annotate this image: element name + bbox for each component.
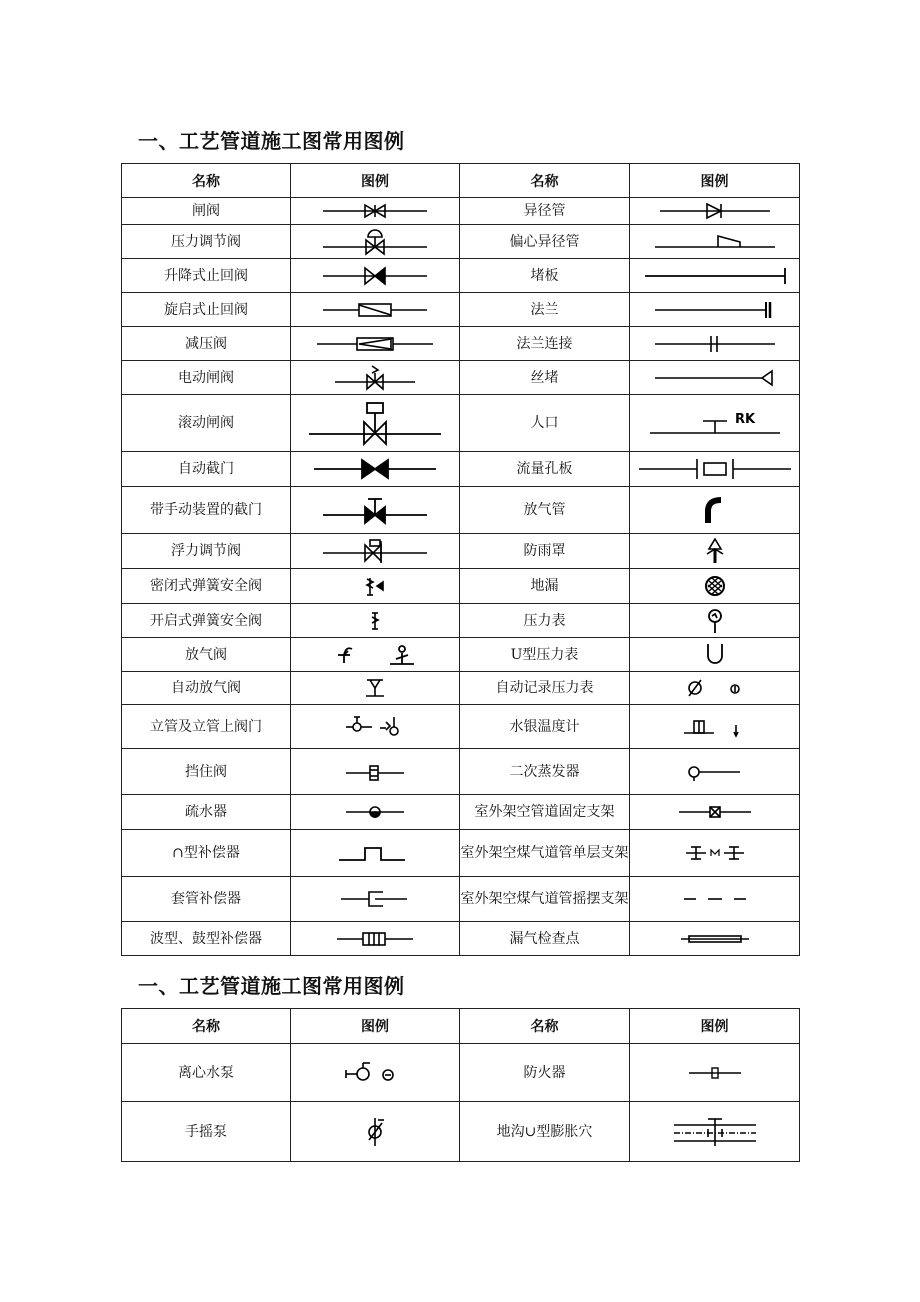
gate-valve-symbol [291, 198, 460, 225]
flange-connection-symbol [630, 327, 800, 361]
item-name-electric-gate-valve: 电动闸阀 [122, 361, 291, 395]
table-row [122, 225, 800, 259]
manhole-icon [645, 403, 785, 443]
lift-check-valve-symbol [291, 259, 460, 293]
table-row [122, 361, 800, 395]
table-row [122, 259, 800, 293]
item-name-automatic-stop-valve: 自动截门 [122, 452, 291, 487]
table-row [122, 452, 800, 487]
automatic-stop-valve-symbol [291, 452, 460, 487]
gas-swing-support-symbol [630, 877, 800, 922]
table-row [122, 922, 800, 956]
section-title-2: 一、工艺管道施工图常用图例 [138, 974, 405, 998]
item-name-flame-arrester: 防火器 [460, 1044, 630, 1102]
eccentric-reducer-symbol [630, 225, 800, 259]
header-name: 名称 [122, 164, 291, 198]
float-regulating-valve-icon [315, 537, 435, 565]
table-row [122, 569, 800, 604]
sleeve-compensator-icon [335, 886, 415, 912]
vent-pipe-symbol [630, 487, 800, 534]
item-name-flange: 法兰 [460, 293, 630, 327]
item-name-open-spring-safety-valve: 开启式弹簧安全阀 [122, 604, 291, 638]
item-name-vent-valve: 放气阀 [122, 638, 291, 672]
item-name-swing-check-valve: 旋启式止回阀 [122, 293, 291, 327]
item-name-blind-plate: 堵板 [460, 259, 630, 293]
item-name-centrifugal-pump: 离心水泵 [122, 1044, 291, 1102]
vent-valve-icon [330, 641, 420, 669]
table-row [122, 604, 800, 638]
item-name-pressure-gauge: 压力表 [460, 604, 630, 638]
table-row [122, 487, 800, 534]
manual-stop-valve-symbol [291, 487, 460, 534]
header-name: 名称 [122, 1009, 291, 1044]
mercury-thermometer-icon [680, 713, 750, 741]
item-name-reducer: 异径管 [460, 198, 630, 225]
reducer-icon [655, 201, 775, 221]
u-type-pressure-gauge-icon [703, 640, 727, 670]
table-row [122, 830, 800, 877]
bellows-compensator-symbol [291, 922, 460, 956]
floor-drain-icon [700, 571, 730, 601]
table-row [122, 327, 800, 361]
hand-pump-symbol [291, 1102, 460, 1162]
flame-arrester-symbol [630, 1044, 800, 1102]
omega-compensator-symbol [291, 830, 460, 877]
eccentric-reducer-icon [650, 227, 780, 257]
item-name-gate-valve: 闸阀 [122, 198, 291, 225]
legend-table-1 [121, 163, 800, 956]
lift-check-valve-icon [315, 264, 435, 288]
table-row [122, 534, 800, 569]
item-name-trench-u-expansion-pit: 地沟∪型膨胀穴 [460, 1102, 630, 1162]
open-spring-safety-valve-icon [365, 608, 385, 634]
recording-pressure-gauge-symbol [630, 672, 800, 705]
table-row [122, 672, 800, 705]
table-row [122, 705, 800, 749]
header-name: 名称 [460, 164, 630, 198]
table-header-row [122, 164, 800, 198]
item-name-closed-spring-safety-valve: 密闭式弹簧安全阀 [122, 569, 291, 604]
item-name-manual-stop-valve: 带手动装置的截门 [122, 487, 291, 534]
electric-gate-valve-symbol [291, 361, 460, 395]
gas-single-support-symbol [630, 830, 800, 877]
item-name-omega-compensator: ∩型补偿器 [122, 830, 291, 877]
section-title-1: 一、工艺管道施工图常用图例 [138, 129, 405, 153]
automatic-vent-valve-symbol [291, 672, 460, 705]
item-name-sleeve-compensator: 套管补偿器 [122, 877, 291, 922]
item-name-manhole: 人口 [460, 395, 630, 452]
item-name-outdoor-fixed-support: 室外架空管道固定支架 [460, 795, 630, 830]
header-name: 名称 [460, 1009, 630, 1044]
rain-cap-icon [700, 536, 730, 566]
riser-and-riser-valve-symbol [291, 705, 460, 749]
outdoor-fixed-support-symbol [630, 795, 800, 830]
table-header-row [122, 1009, 800, 1044]
leak-check-point-icon [675, 927, 755, 951]
omega-compensator-icon [335, 841, 415, 865]
centrifugal-pump-symbol [291, 1044, 460, 1102]
item-name-automatic-vent-valve: 自动放气阀 [122, 672, 291, 705]
swing-check-valve-symbol [291, 293, 460, 327]
manual-stop-valve-icon [315, 493, 435, 527]
flow-orifice-plate-symbol [630, 452, 800, 487]
pressure-regulating-valve-icon [315, 227, 435, 257]
stop-valve-symbol [291, 749, 460, 795]
roller-gate-valve-icon [305, 400, 445, 446]
automatic-vent-valve-icon [360, 675, 390, 701]
trench-u-expansion-pit-icon [670, 1115, 760, 1149]
table-row [122, 877, 800, 922]
sleeve-compensator-symbol [291, 877, 460, 922]
manhole-symbol [630, 395, 800, 452]
header-symbol: 图例 [630, 164, 800, 198]
item-name-bellows-compensator: 波型、鼓型补偿器 [122, 922, 291, 956]
item-name-gas-swing-support: 室外架空煤气道管摇摆支架 [460, 877, 630, 922]
gas-single-support-icon [680, 841, 750, 865]
item-name-recording-pressure-gauge: 自动记录压力表 [460, 672, 630, 705]
outdoor-fixed-support-icon [675, 800, 755, 824]
closed-spring-safety-valve-symbol [291, 569, 460, 604]
swing-check-valve-icon [315, 298, 435, 322]
item-name-gas-single-support: 室外架空煤气道管单层支架 [460, 830, 630, 877]
item-name-roller-gate-valve: 滚动闸阀 [122, 395, 291, 452]
header-symbol: 图例 [630, 1009, 800, 1044]
flame-arrester-icon [685, 1061, 745, 1085]
hand-pump-icon [360, 1115, 390, 1149]
item-name-flange-connection: 法兰连接 [460, 327, 630, 361]
table-row [122, 293, 800, 327]
item-name-pressure-regulating-valve: 压力调节阀 [122, 225, 291, 259]
item-name-leak-check-point: 漏气检查点 [460, 922, 630, 956]
gate-valve-icon [315, 201, 435, 221]
item-name-plug: 丝堵 [460, 361, 630, 395]
plug-symbol [630, 361, 800, 395]
trench-u-expansion-pit-symbol [630, 1102, 800, 1162]
closed-spring-safety-valve-icon [360, 573, 390, 599]
item-name-stop-valve: 挡住阀 [122, 749, 291, 795]
stop-valve-icon [340, 759, 410, 785]
item-name-lift-check-valve: 升降式止回阀 [122, 259, 291, 293]
blind-plate-symbol [630, 259, 800, 293]
steam-trap-symbol [291, 795, 460, 830]
float-regulating-valve-symbol [291, 534, 460, 569]
item-name-mercury-thermometer: 水银温度计 [460, 705, 630, 749]
centrifugal-pump-icon [340, 1059, 410, 1087]
flange-symbol [630, 293, 800, 327]
item-name-eccentric-reducer: 偏心异径管 [460, 225, 630, 259]
flow-orifice-plate-icon [635, 456, 795, 482]
roller-gate-valve-symbol [291, 395, 460, 452]
table-row [122, 1102, 800, 1162]
secondary-evaporator-icon [680, 759, 750, 785]
rain-cap-symbol [630, 534, 800, 569]
vent-valve-symbol [291, 638, 460, 672]
recording-pressure-gauge-icon [680, 675, 750, 701]
pressure-reducing-valve-icon [313, 332, 437, 356]
item-name-pressure-reducing-valve: 减压阀 [122, 327, 291, 361]
mercury-thermometer-symbol [630, 705, 800, 749]
item-name-rain-cap: 防雨罩 [460, 534, 630, 569]
item-name-vent-pipe: 放气管 [460, 487, 630, 534]
item-name-floor-drain: 地漏 [460, 569, 630, 604]
vent-pipe-icon [695, 493, 735, 527]
manhole-code: RK [734, 412, 755, 427]
table-row [122, 198, 800, 225]
riser-and-riser-valve-icon [340, 711, 410, 743]
pressure-regulating-valve-symbol [291, 225, 460, 259]
item-name-riser-and-riser-valve: 立管及立管上阀门 [122, 705, 291, 749]
pressure-gauge-icon [703, 606, 727, 636]
item-name-secondary-evaporator: 二次蒸发器 [460, 749, 630, 795]
leak-check-point-symbol [630, 922, 800, 956]
open-spring-safety-valve-symbol [291, 604, 460, 638]
blind-plate-icon [640, 264, 790, 288]
pressure-gauge-symbol [630, 604, 800, 638]
flange-connection-icon [650, 332, 780, 356]
item-name-flow-orifice-plate: 流量孔板 [460, 452, 630, 487]
header-symbol: 图例 [291, 164, 460, 198]
gas-swing-support-icon [680, 889, 750, 909]
table-row [122, 1044, 800, 1102]
table-row [122, 395, 800, 452]
item-name-steam-trap: 疏水器 [122, 795, 291, 830]
floor-drain-symbol [630, 569, 800, 604]
item-name-hand-pump: 手摇泵 [122, 1102, 291, 1162]
table-row [122, 638, 800, 672]
plug-icon [650, 366, 780, 390]
steam-trap-icon [340, 800, 410, 824]
secondary-evaporator-symbol [630, 749, 800, 795]
reducer-symbol [630, 198, 800, 225]
pressure-reducing-valve-symbol [291, 327, 460, 361]
legend-table-2 [121, 1008, 800, 1162]
automatic-stop-valve-icon [310, 457, 440, 481]
table-row [122, 749, 800, 795]
electric-gate-valve-icon [315, 364, 435, 392]
flange-icon [650, 298, 780, 322]
item-name-u-type-pressure-gauge: U型压力表 [460, 638, 630, 672]
header-symbol: 图例 [291, 1009, 460, 1044]
u-type-pressure-gauge-symbol [630, 638, 800, 672]
bellows-compensator-icon [333, 927, 417, 951]
table-row [122, 795, 800, 830]
item-name-float-regulating-valve: 浮力调节阀 [122, 534, 291, 569]
